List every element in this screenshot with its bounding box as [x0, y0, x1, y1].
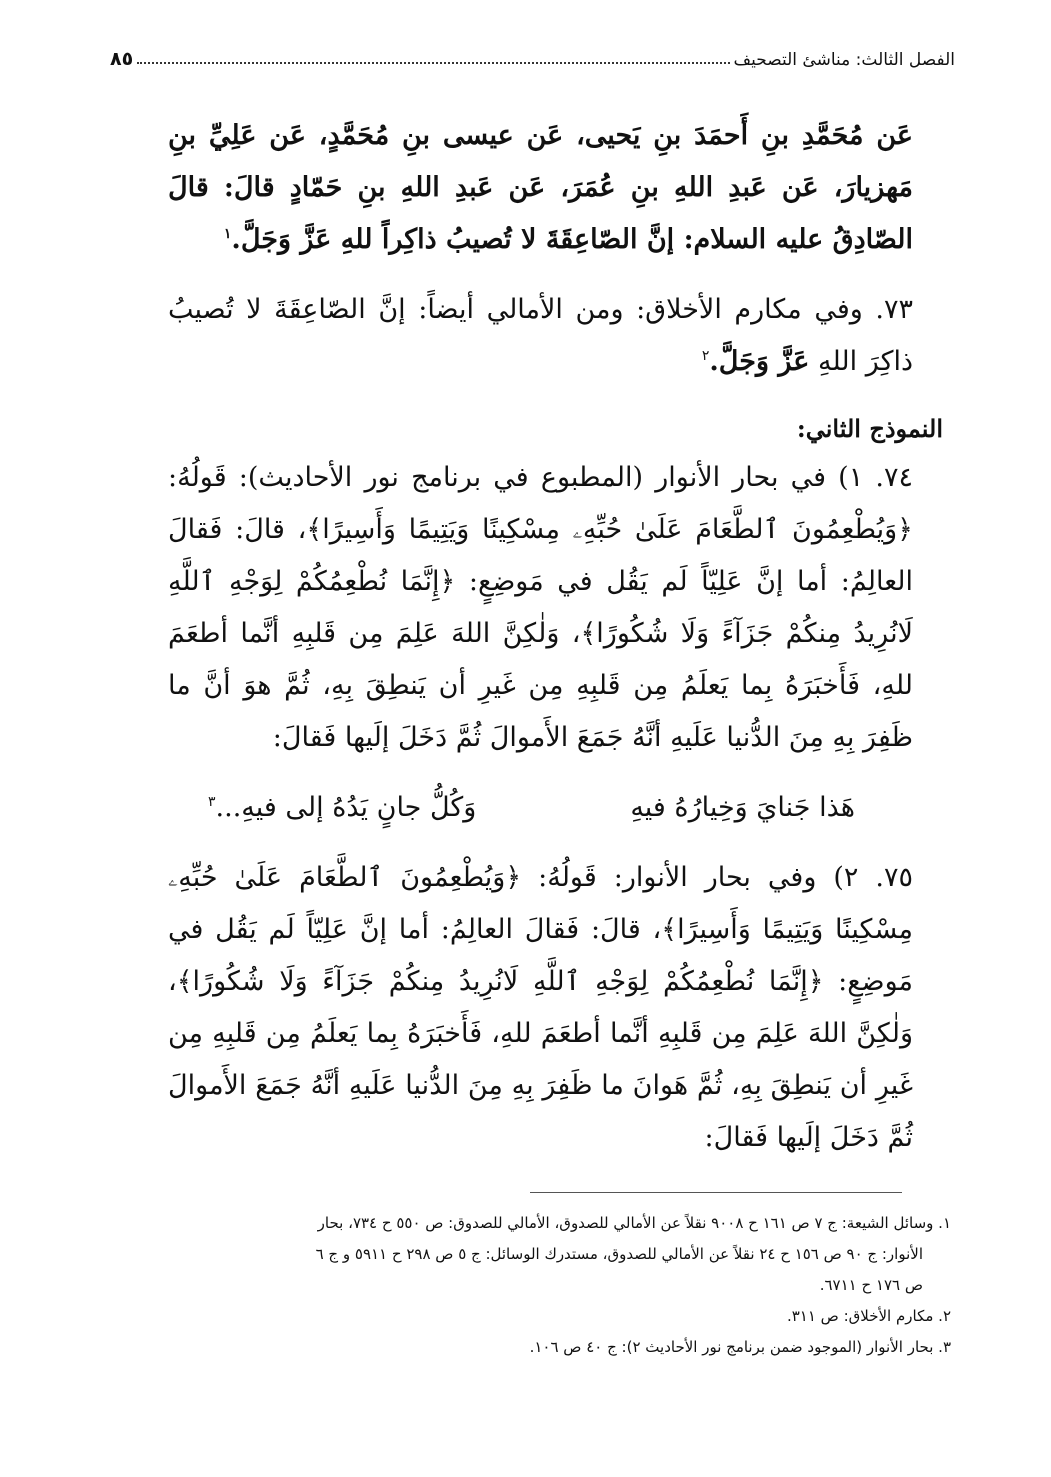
text-line: ٢) وفي بحار الأنوار: قَولُهُ: ﴿وَيُطْعِمُونَ ٱلطَّعَامَ عَلَىٰ حُبِّهِۦ مِسْكِينًا — [168, 862, 913, 945]
text-line: عَبدِ اللهِ بنِ عُمَرَ، عَن عَبدِ اللهِ بنِ حَمّادٍ قالَ: قالَ الصّادِقُ عليه السلام: إنَّ الصّاعِقَةَ لا — [168, 172, 913, 255]
running-header — [110, 40, 955, 70]
text-line: ما ظَفِرَ بِهِ مِنَ الدُّنيا عَلَيهِ أنَّهُ جَمَعَ الأَموالَ ثُمَّ دَخَلَ إلَيها فَقالَ: — [168, 1070, 913, 1153]
paragraph-number: ٧٥. — [875, 862, 913, 893]
footnote-1 — [110, 1208, 951, 1239]
text-line: عَن مُحَمَّدِ بنِ أَحمَدَ بنِ يَحيى، عَن عيسى بنِ مُحَمَّدٍ، عَن عَلِيِّ بنِ مَهزيارَ، عَن — [168, 120, 913, 203]
footnote-text: الأنوار: ج ٩٠ ص ١٥٦ ح ٢٤ نقلاً عن الأمالي للصدوق، مستدرك الوسائل: ج ٥ ص ٢٩٨ ح ٥٩١١ و ج ٦ — [315, 1245, 923, 1263]
text-line: قَلبِهِ أنَّما أطعَمَ للهِ، فَأَخبَرَهُ بِما يَعلَمُ مِن قَلبِهِ مِن غَيرِ أن يَنطِقَ بِهِ، ثُمَّ هَوانَ — [168, 1018, 913, 1101]
chapter-title: الفصل الثالث: مناشئ التصحيف — [733, 50, 955, 70]
header-dot-leader — [137, 61, 729, 64]
text-line: ١) في بحار الأنوار (المطبوع في برنامج نور الأحاديث): قَولُهُ: — [168, 462, 864, 493]
footnote-text: ٣. بحار الأنوار (الموجود ضمن برنامج نور الأحاديث ٢): ج ٤٠ ص ١٠٦. — [529, 1338, 951, 1356]
paragraph-number: ٧٣. — [875, 294, 913, 325]
paragraph-number: ٧٤. — [875, 462, 913, 493]
paragraph-74 — [168, 452, 913, 764]
footnote-1-cont — [110, 1270, 951, 1301]
footnote-text: ٢. مكارم الأخلاق: ص ٣١١. — [786, 1307, 951, 1325]
text-line: أنَّهُ جَمَعَ الأَموالَ ثُمَّ دَخَلَ إلَيها فَقالَ: — [272, 722, 662, 753]
poem-verse — [168, 782, 913, 834]
text-line: نُطْعِمُكُمْ لِوَجْهِ ٱللَّهِ لَانُرِيدُ مِنكُمْ جَزَآءً وَلَا شُكُورًا﴾، وَلٰكِنَّ اللهَ عَلِمَ مِن — [168, 966, 913, 1049]
text-line: ﴿وَيُطْعِمُونَ ٱلطَّعَامَ عَلَىٰ حُبِّهِۦ مِسْكِينًا وَيَتِيمًا وَأَسِيرًا﴾، قالَ: فَقالَ — [168, 514, 913, 545]
poem-first-hemistich: هَذا جَنايَ وَخِيارُهُ فيهِ — [630, 792, 855, 823]
footnote-text: ص ١٧٦ ح ٦٧١١. — [819, 1276, 923, 1294]
footnote-text: ١. وسائل الشيعة: ج ٧ ص ١٦١ ح ٩٠٠٨ نقلاً عن الأمالي للصدوق، الأمالي للصدوق: ص ٥٥٠ ح ٧٣٤، بحار — [317, 1214, 951, 1232]
text-line: مِنكُمْ جَزَآءً وَلَا شُكُورًا﴾، وَلٰكِنَّ اللهَ عَلِمَ مِن قَلبِهِ أنَّما أطعَمَ للهِ، فَأَخبَرَهُ — [168, 618, 913, 701]
paragraph-spacer — [168, 764, 913, 782]
section-heading: النموذج الثاني: — [796, 414, 943, 443]
paragraph-spacer — [168, 834, 913, 852]
text-line: تُصيبُ ذاكِراً للهِ عَزَّ وَجَلَّ. — [231, 224, 512, 255]
text-line: بِما يَعلَمُ مِن قَلبِهِ مِن غَيرِ أن يَنطِقَ بِهِ، ثُمَّ هوَ أنَّ ما ظَفِرَ بِهِ مِنَ الدُّنيا عَلَيهِ — [168, 670, 913, 753]
paragraph-spacer — [168, 388, 913, 406]
poem-second-hemistich: وَكُلُّ جانٍ يَدُهُ إلى فيهِ... — [215, 792, 477, 823]
footnote-ref[interactable]: ٢ — [701, 348, 710, 364]
footnote-3 — [110, 1332, 951, 1363]
paragraph-72-continued — [168, 110, 913, 266]
main-text — [168, 110, 943, 1164]
page-number: ٨٥ — [110, 48, 134, 70]
footnote-1-cont — [110, 1239, 951, 1270]
footnote-2 — [110, 1301, 951, 1332]
footnote-ref[interactable]: ٣ — [208, 794, 216, 810]
footnote-divider — [530, 1192, 902, 1193]
text-line: وَيَتِيمًا وَأَسِيرًا﴾، قالَ: فَقالَ العالِمُ: أما إنَّ عَلِيّاً لَم يَقُل في مَوضِعٍ: ﴿إِنَّمَا — [168, 914, 913, 997]
text-line: عَزَّ وَجَلَّ. — [709, 346, 810, 377]
paragraph-75 — [168, 852, 913, 1164]
footnote-ref[interactable]: ١ — [223, 226, 232, 242]
footnotes — [110, 1208, 951, 1363]
text-line: وفي مكارم الأخلاق: ومن الأمالي أيضاً: إنَّ الصّاعِقَةَ لا تُصيبُ ذاكِرَ اللهِ — [168, 294, 913, 377]
paragraph-73 — [168, 284, 913, 388]
text-line: العالِمُ: أما إنَّ عَلِيّاً لَم يَقُل في مَوضِعٍ: ﴿إِنَّمَا نُطْعِمُكُمْ لِوَجْهِ ٱللَّهِ لَانُرِيدُ — [168, 566, 913, 649]
paragraph-spacer — [168, 266, 913, 284]
